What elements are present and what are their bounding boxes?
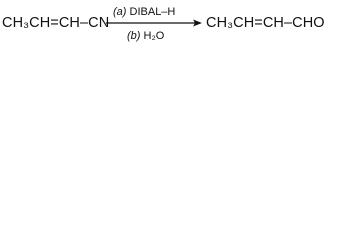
condition-b-reagent: H₂O	[143, 30, 165, 42]
reaction-arrow-icon	[106, 18, 202, 28]
reaction-scheme	[0, 0, 347, 46]
reactant-formula: CH₃CH=CH–CN	[2, 15, 110, 31]
condition-b-tag: (b)	[127, 30, 141, 42]
condition-a-reagent: DIBAL–H	[129, 6, 176, 18]
product-formula: CH₃CH=CH–CHO	[206, 15, 325, 31]
condition-step-b	[127, 30, 164, 43]
condition-a-tag: (a)	[113, 6, 127, 18]
